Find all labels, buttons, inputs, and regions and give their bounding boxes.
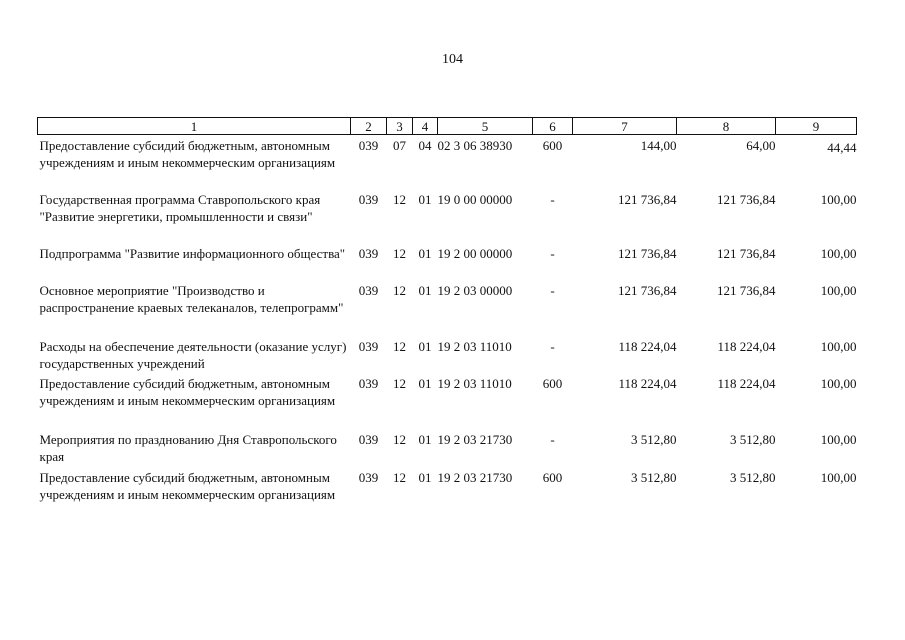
- cell-percent: 100,00: [820, 192, 857, 207]
- cell-expense-type: 600: [542, 138, 563, 153]
- cell-target-article: 02 3 06 38930: [437, 138, 513, 153]
- row-name: Предоставление субсидий бюджетным, автономным учреждениям и иным некоммерческим организациям: [39, 138, 336, 170]
- cell-expense-type: -: [550, 192, 555, 207]
- cell-target-article: 19 0 00 00000: [437, 192, 513, 207]
- table-row: [38, 431, 857, 469]
- cell-section: 12: [393, 470, 406, 485]
- cell-actual: 118 224,04: [717, 339, 776, 354]
- column-header: 9: [776, 118, 857, 135]
- cell-actual: 3 512,80: [730, 470, 776, 485]
- cell-planned: 121 736,84: [618, 283, 677, 298]
- cell-actual: 64,00: [746, 138, 776, 153]
- cell-planned: 121 736,84: [618, 192, 677, 207]
- column-header: 7: [573, 118, 677, 135]
- cell-expense-type: -: [550, 246, 555, 261]
- table-row: [38, 282, 857, 338]
- row-name: Государственная программа Ставропольского края "Развитие энергетики, промышленности и связи": [39, 192, 321, 224]
- table-row: [38, 245, 857, 282]
- row-name: Основное мероприятие "Производство и распространение краевых телеканалов, телепрограмм": [39, 283, 344, 315]
- cell-planned: 3 512,80: [631, 432, 677, 447]
- cell-subsection: 01: [418, 470, 432, 485]
- cell-ministry: 039: [358, 432, 379, 447]
- cell-subsection: 01: [418, 246, 432, 261]
- cell-percent: 100,00: [820, 470, 857, 485]
- table-row: [38, 375, 857, 431]
- table-row: [38, 338, 857, 375]
- cell-section: 12: [393, 432, 406, 447]
- column-header: 6: [533, 118, 573, 135]
- table-row: [38, 469, 857, 521]
- table-row: [38, 135, 857, 192]
- row-name: Подпрограмма "Развитие информационного общества": [39, 246, 346, 261]
- cell-planned: 121 736,84: [618, 246, 677, 261]
- cell-section: 12: [393, 246, 406, 261]
- cell-percent: 100,00: [820, 283, 857, 298]
- cell-target-article: 19 2 00 00000: [437, 246, 513, 261]
- row-name: Предоставление субсидий бюджетным, автономным учреждениям и иным некоммерческим организациям: [39, 376, 336, 408]
- cell-expense-type: 600: [542, 376, 563, 391]
- cell-section: 07: [393, 138, 406, 153]
- cell-planned: 118 224,04: [618, 376, 677, 391]
- cell-target-article: 19 2 03 21730: [437, 470, 513, 485]
- cell-actual: 118 224,04: [717, 376, 776, 391]
- cell-subsection: 01: [418, 283, 432, 298]
- cell-subsection: 01: [418, 192, 432, 207]
- column-header: 3: [387, 118, 413, 135]
- cell-actual: 121 736,84: [717, 192, 776, 207]
- cell-section: 12: [393, 339, 406, 354]
- cell-expense-type: 600: [542, 470, 563, 485]
- cell-ministry: 039: [358, 376, 379, 391]
- column-header: 5: [438, 118, 533, 135]
- column-header: 4: [413, 118, 438, 135]
- cell-target-article: 19 2 03 21730: [437, 432, 513, 447]
- table-row: [38, 191, 857, 245]
- column-header: 1: [38, 118, 351, 135]
- cell-section: 12: [393, 283, 406, 298]
- cell-expense-type: -: [550, 432, 555, 447]
- cell-percent: 100,00: [820, 339, 857, 354]
- cell-ministry: 039: [358, 192, 379, 207]
- cell-target-article: 19 2 03 11010: [437, 376, 512, 391]
- page-number: 104: [442, 52, 463, 67]
- cell-subsection: 01: [418, 376, 432, 391]
- cell-subsection: 01: [418, 339, 432, 354]
- cell-ministry: 039: [358, 470, 379, 485]
- cell-actual: 121 736,84: [717, 283, 776, 298]
- cell-actual: 3 512,80: [730, 432, 776, 447]
- row-name: Расходы на обеспечение деятельности (оказание услуг) государственных учреждений: [39, 339, 347, 371]
- cell-target-article: 19 2 03 00000: [437, 283, 513, 298]
- cell-target-article: 19 2 03 11010: [437, 339, 512, 354]
- cell-percent: 44,44: [827, 140, 857, 155]
- cell-expense-type: -: [550, 339, 555, 354]
- cell-percent: 100,00: [820, 376, 857, 391]
- cell-planned: 3 512,80: [631, 470, 677, 485]
- cell-section: 12: [393, 192, 406, 207]
- budget-table: [37, 117, 857, 521]
- cell-subsection: 01: [418, 432, 432, 447]
- cell-actual: 121 736,84: [717, 246, 776, 261]
- cell-percent: 100,00: [820, 432, 857, 447]
- cell-percent: 100,00: [820, 246, 857, 261]
- cell-planned: 118 224,04: [618, 339, 677, 354]
- cell-ministry: 039: [358, 138, 379, 153]
- cell-ministry: 039: [358, 339, 379, 354]
- cell-expense-type: -: [550, 283, 555, 298]
- cell-ministry: 039: [358, 283, 379, 298]
- header-row: [38, 118, 857, 135]
- column-header: 8: [677, 118, 776, 135]
- cell-subsection: 04: [418, 138, 432, 153]
- cell-planned: 144,00: [640, 138, 677, 153]
- row-name: Предоставление субсидий бюджетным, автономным учреждениям и иным некоммерческим организациям: [39, 470, 336, 502]
- row-name: Мероприятия по празднованию Дня Ставропольского края: [39, 432, 337, 464]
- column-header: 2: [351, 118, 387, 135]
- cell-ministry: 039: [358, 246, 379, 261]
- cell-section: 12: [393, 376, 406, 391]
